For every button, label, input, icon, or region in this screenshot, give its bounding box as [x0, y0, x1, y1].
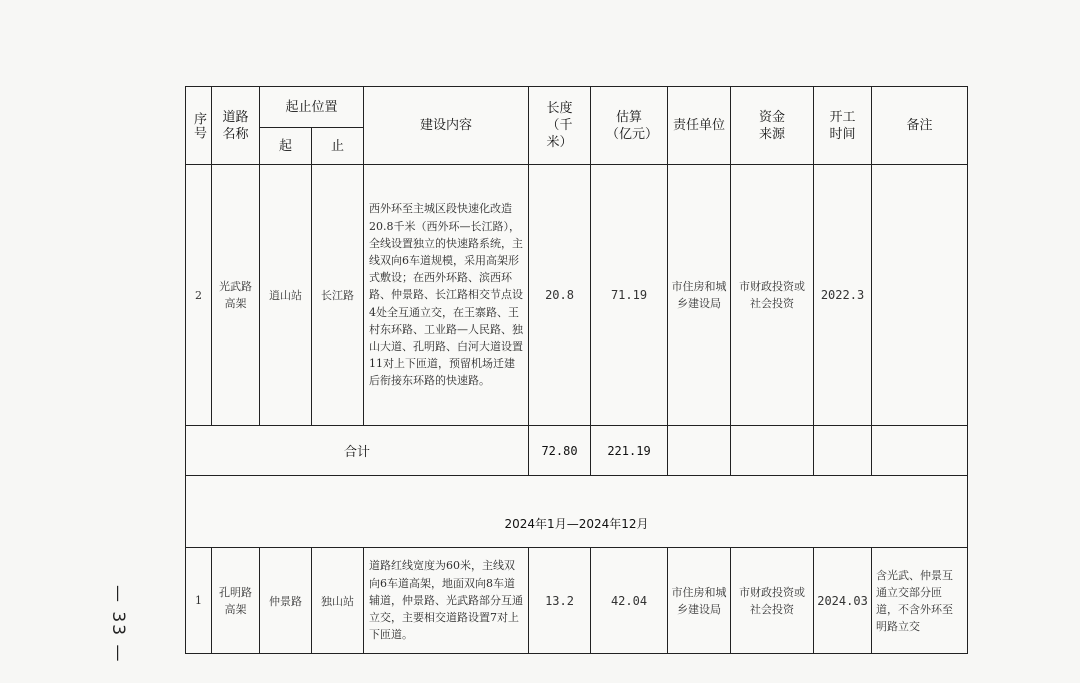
header-row-1: [186, 87, 968, 128]
cell-responsible: 市住房和城乡建设局: [668, 165, 731, 426]
period-row: [186, 500, 968, 548]
header-seq: 序号: [186, 87, 212, 165]
cell-seq: 1: [186, 548, 212, 654]
header-road-name: 道路名称: [212, 87, 260, 165]
total-length: 72.80: [529, 426, 591, 476]
total-empty-3: [814, 426, 872, 476]
cell-estimate: 42.04: [591, 548, 668, 654]
total-empty-2: [731, 426, 814, 476]
total-estimate: 221.19: [591, 426, 668, 476]
cell-seq: 2: [186, 165, 212, 426]
cell-start: 逍山站: [260, 165, 312, 426]
cell-end: 长江路: [312, 165, 364, 426]
cell-content: 西外环至主城区段快速化改造20.8千米（西外环—长江路），全线设置独立的快速路系统，主线双向6车道规模，采用高架形式敷设；在西外环路、滨西环路、仲景路、长江路相交节点设4处全互通立交，在王寨路、王村东环路、工业路—人民路、独山大道、孔明路、白河大道设置11对上下匝道，预留机场迁建后衔接东环路的快速路。: [364, 165, 529, 426]
cell-content: 道路红线宽度为60米，主线双向6车道高架，地面双向8车道辅道，仲景路、光武路部分互通立交，主要相交道路设置7对上下匝道。: [364, 548, 529, 654]
header-length: 长度（千米）: [529, 87, 591, 165]
cell-funding: 市财政投资或社会投资: [731, 165, 814, 426]
total-label: 合计: [186, 426, 529, 476]
header-start-end: 起止位置: [260, 87, 364, 128]
spacer-cell: [186, 476, 968, 500]
cell-start-time: 2024.03: [814, 548, 872, 654]
total-row: [186, 426, 968, 476]
cell-length: 20.8: [529, 165, 591, 426]
cell-start-time: 2022.3: [814, 165, 872, 426]
header-content: 建设内容: [364, 87, 529, 165]
cell-road-name: 光武路高架: [212, 165, 260, 426]
cell-start: 仲景路: [260, 548, 312, 654]
cell-funding: 市财政投资或社会投资: [731, 548, 814, 654]
cell-remarks: [872, 165, 968, 426]
header-end: 止: [312, 128, 364, 165]
cell-responsible: 市住房和城乡建设局: [668, 548, 731, 654]
table-row: [186, 165, 968, 426]
header-start: 起: [260, 128, 312, 165]
cell-end: 独山站: [312, 548, 364, 654]
cell-remarks: 含光武、仲景互通立交部分匝道，不含外环至明路立交: [872, 548, 968, 654]
project-table: [185, 86, 968, 654]
cell-road-name: 孔明路高架: [212, 548, 260, 654]
header-estimate: 估算（亿元）: [591, 87, 668, 165]
period-label: 2024年1月—2024年12月: [186, 500, 968, 548]
cell-estimate: 71.19: [591, 165, 668, 426]
header-responsible: 责任单位: [668, 87, 731, 165]
total-empty-1: [668, 426, 731, 476]
header-start-time: 开工时间: [814, 87, 872, 165]
header-remarks: 备注: [872, 87, 968, 165]
header-funding: 资金来源: [731, 87, 814, 165]
table-row: [186, 548, 968, 654]
total-empty-4: [872, 426, 968, 476]
page-number: — 33 —: [108, 585, 128, 664]
spacer-row: [186, 476, 968, 500]
cell-length: 13.2: [529, 548, 591, 654]
